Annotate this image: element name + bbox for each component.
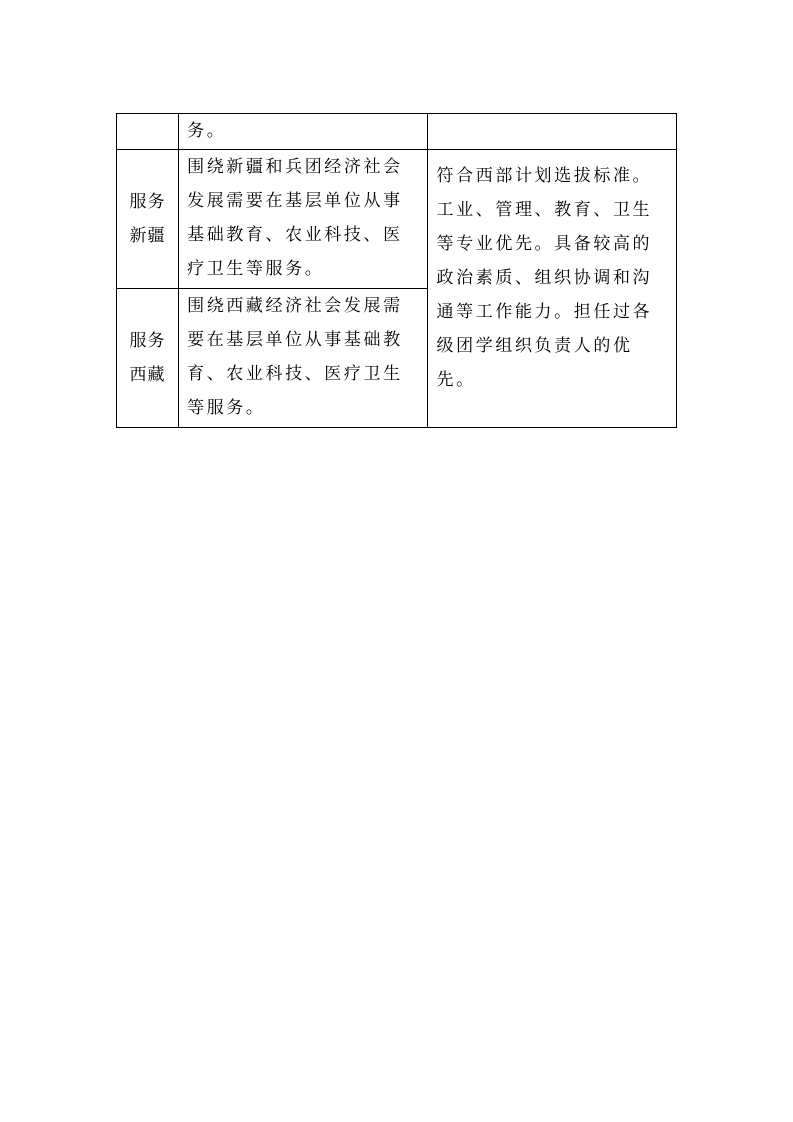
shared-requirement-cell: 符合西部计划选拔标准。工业、管理、教育、卫生等专业优先。具备较高的政治素质、组织协调和沟通等工作能力。担任过各级团学组织负责人的优先。 (427, 150, 676, 428)
label-line-1: 服务 (129, 192, 166, 212)
row-content-continued: 务。 (179, 114, 427, 150)
row-content-xinjiang: 围绕新疆和兵团经济社会发展需要在基层单位从事基础教育、农业科技、医疗卫生等服务。 (179, 150, 427, 289)
label-line-2: 新疆 (129, 226, 166, 246)
row-requirement-empty (427, 114, 676, 150)
label-line-2: 西藏 (129, 365, 166, 385)
row-content-xizang: 围绕西藏经济社会发展需要在基层单位从事基础教育、农业科技、医疗卫生等服务。 (179, 289, 427, 428)
service-table (116, 113, 677, 428)
label-line-1: 服务 (129, 331, 166, 351)
table-row-xinjiang (117, 150, 677, 289)
row-label-empty (117, 114, 179, 150)
row-label-xinjiang (117, 150, 179, 289)
row-label-xizang (117, 289, 179, 428)
table-row-continued (117, 114, 677, 150)
